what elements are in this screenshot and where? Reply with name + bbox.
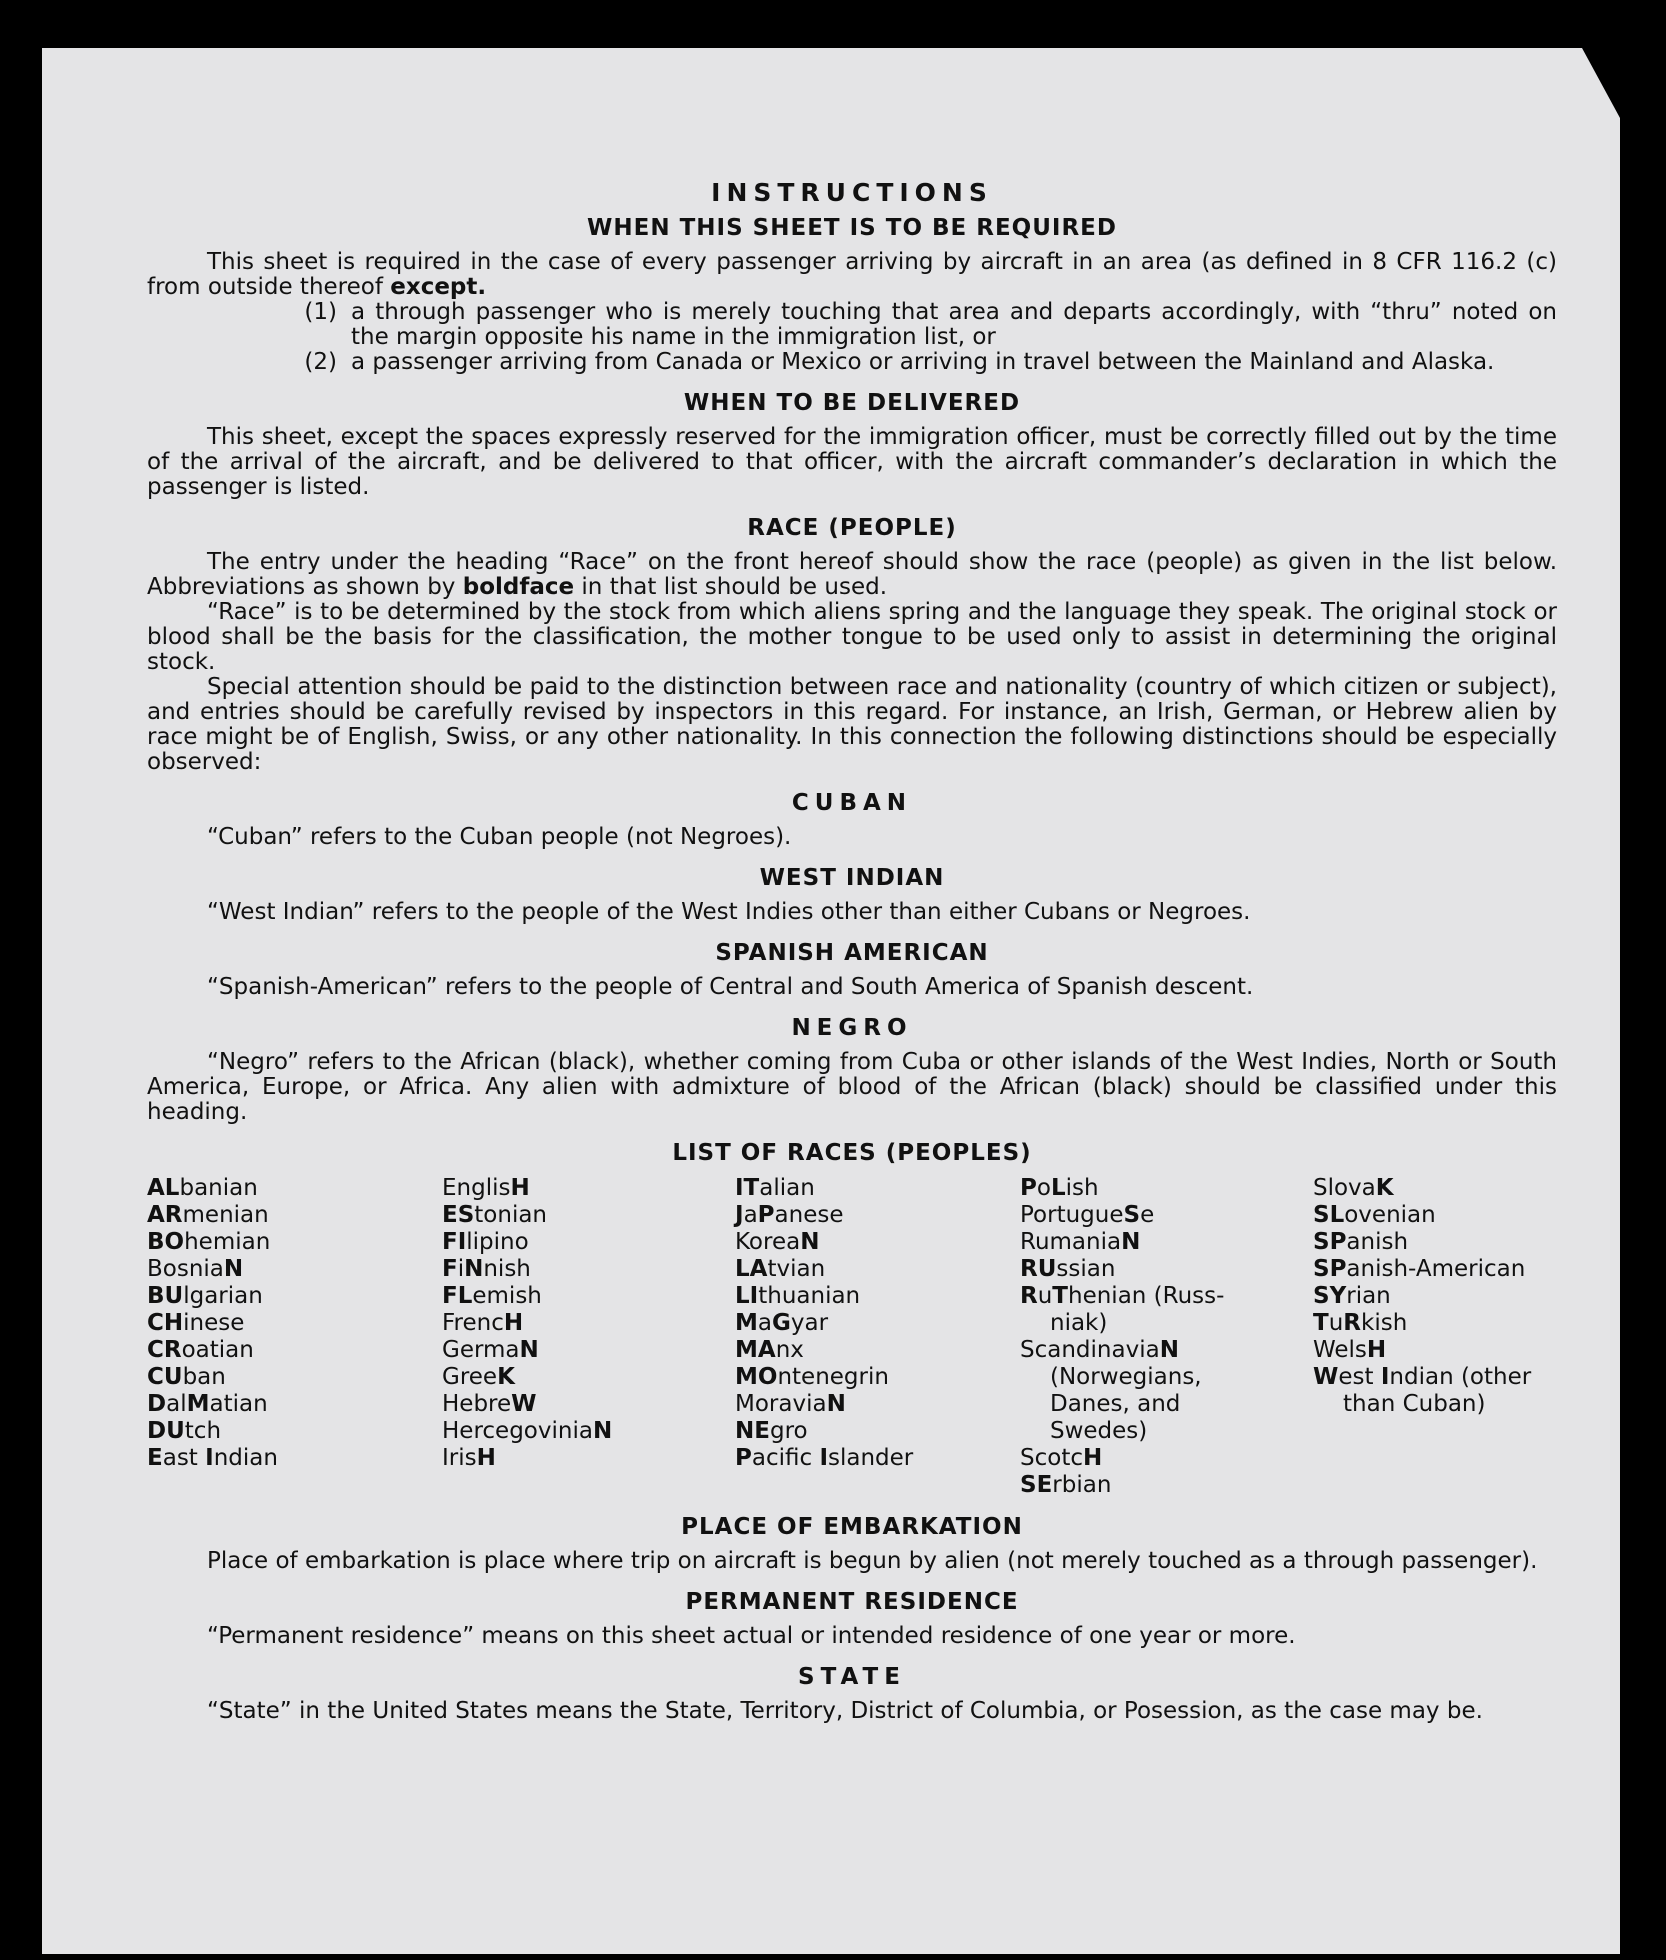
race-entry	[147, 1202, 442, 1229]
race-abbreviation: RU	[1020, 1256, 1057, 1282]
race-entry	[735, 1175, 1020, 1202]
race-entry	[147, 1445, 442, 1472]
race-abbreviation: SY	[1313, 1283, 1347, 1309]
race-text: oatian	[181, 1337, 254, 1363]
race-abbreviation: E	[147, 1445, 163, 1471]
race-entry	[1313, 1175, 1553, 1202]
race-text: yar	[790, 1310, 829, 1336]
heading-when-required: WHEN THIS SHEET IS TO BE REQUIRED	[587, 215, 1117, 241]
races-column-3	[735, 1175, 1020, 1499]
race-entry	[735, 1418, 1020, 1445]
race-abbreviation: N	[800, 1229, 820, 1255]
heading-spanish-american: SPANISH AMERICAN	[715, 940, 989, 966]
required-intro-bold: except.	[390, 274, 487, 300]
race-p1-b: in that list should be used.	[581, 574, 888, 600]
negro-text: “Negro” refers to the African (black), whether coming from Cuba or other islands of the West Indies, North or South America, Europe, or Africa. Any alien with admixture of blood of the African (black) should be classified under this heading.	[147, 1049, 1557, 1125]
race-paragraph-3: Special attention should be paid to the distinction between race and nationality (country of which citizen or subject), and entries should be carefully revised by inspectors in this regard. For instance, an Irish, German, or Hebrew alien by race might be of English, Swiss, or any other nationality. In this connection the following distinctions should be especially observed:	[147, 674, 1557, 775]
race-text: u	[1037, 1283, 1053, 1309]
race-entry	[735, 1445, 1020, 1472]
required-item-1	[147, 300, 1557, 350]
race-text: Scandinavia	[1020, 1337, 1160, 1363]
races-column-4	[1020, 1175, 1313, 1499]
race-text: Wels	[1313, 1337, 1367, 1363]
race-entry	[735, 1283, 1020, 1310]
race-text: Korea	[735, 1229, 801, 1255]
race-text: ntenegrin	[777, 1364, 889, 1390]
race-entry	[1020, 1364, 1313, 1391]
race-entry	[1313, 1229, 1553, 1256]
instructions-content	[147, 178, 1557, 1724]
race-text: Hebre	[442, 1391, 512, 1417]
race-text: banian	[179, 1175, 258, 1201]
race-p1-bold: boldface	[462, 574, 575, 600]
cuban-text: “Cuban” refers to the Cuban people (not Negroes).	[207, 824, 792, 850]
race-text: (Norwegians,	[1050, 1364, 1202, 1390]
race-abbreviation: I	[205, 1445, 214, 1471]
race-entry	[147, 1418, 442, 1445]
race-entry	[147, 1391, 442, 1418]
race-text: henian (Russ-	[1068, 1283, 1225, 1309]
race-text: a	[743, 1202, 758, 1228]
race-p1-a: The entry under the heading “Race” on the front hereof should show the race (people) as given in the list below. Abbreviations as shown by	[147, 549, 1557, 600]
race-abbreviation: CU	[147, 1364, 183, 1390]
race-abbreviation: CR	[147, 1337, 182, 1363]
race-abbreviation: LI	[735, 1283, 759, 1309]
race-text: i	[457, 1256, 465, 1282]
races-column-5	[1313, 1175, 1553, 1499]
race-entry	[1020, 1445, 1313, 1472]
race-text: lgarian	[183, 1283, 263, 1309]
race-text: Frenc	[442, 1310, 504, 1336]
race-abbreviation: G	[772, 1310, 791, 1336]
west-indian-text: “West Indian” refers to the people of the West Indies other than either Cubans or Negroes.	[207, 899, 1251, 925]
race-text: Englis	[442, 1175, 511, 1201]
race-abbreviation: IT	[735, 1175, 760, 1201]
race-text: ban	[182, 1364, 226, 1390]
race-entry	[1313, 1202, 1553, 1229]
race-text: niak)	[1050, 1310, 1108, 1336]
race-abbreviation: P	[735, 1445, 752, 1471]
race-text: Portugue	[1020, 1202, 1124, 1228]
race-entry	[1313, 1283, 1553, 1310]
race-text: hemian	[184, 1229, 271, 1255]
race-text: o	[1036, 1175, 1051, 1201]
race-abbreviation: H	[510, 1175, 530, 1201]
race-entry	[735, 1391, 1020, 1418]
race-abbreviation: AR	[147, 1202, 183, 1228]
race-entry	[1020, 1310, 1313, 1337]
race-text: ssian	[1056, 1256, 1116, 1282]
race-text: est	[1338, 1364, 1381, 1390]
heading-race: RACE (PEOPLE)	[747, 515, 957, 541]
race-abbreviation: N	[1121, 1229, 1141, 1255]
race-text: kish	[1361, 1310, 1408, 1336]
race-text: rbian	[1052, 1472, 1112, 1498]
race-entry	[1020, 1337, 1313, 1364]
race-text: Hercegovinia	[442, 1418, 593, 1444]
race-entry	[1313, 1337, 1553, 1364]
race-text: rian	[1346, 1283, 1391, 1309]
race-abbreviation: DU	[147, 1418, 185, 1444]
race-text: Iris	[442, 1445, 477, 1471]
race-abbreviation: K	[497, 1364, 515, 1390]
embarkation-text: Place of embarkation is place where trip on aircraft is begun by alien (not merely touched as a through passenger).	[207, 1548, 1538, 1574]
race-abbreviation: LA	[735, 1256, 768, 1282]
race-entry	[442, 1418, 735, 1445]
required-item-2	[147, 350, 1557, 375]
heading-cuban: CUBAN	[791, 790, 913, 816]
race-text: Rumania	[1020, 1229, 1122, 1255]
race-text: Swedes)	[1050, 1418, 1148, 1444]
heading-state: STATE	[798, 1664, 906, 1690]
race-text: e	[1140, 1202, 1155, 1228]
race-entry	[147, 1337, 442, 1364]
race-entry	[1020, 1256, 1313, 1283]
race-text: gro	[769, 1418, 808, 1444]
race-text: inese	[183, 1310, 245, 1336]
race-text: ast	[162, 1445, 206, 1471]
race-entry	[735, 1310, 1020, 1337]
race-text: Slova	[1313, 1175, 1376, 1201]
race-text: al	[166, 1391, 187, 1417]
race-entry	[442, 1364, 735, 1391]
race-text: menian	[182, 1202, 269, 1228]
race-entry	[147, 1364, 442, 1391]
race-text: Gree	[442, 1364, 498, 1390]
race-abbreviation: S	[1123, 1202, 1141, 1228]
race-entry	[147, 1175, 442, 1202]
race-entry	[147, 1310, 442, 1337]
race-entry	[1020, 1391, 1313, 1418]
race-text: u	[1328, 1310, 1344, 1336]
race-abbreviation: H	[1082, 1445, 1103, 1471]
race-abbreviation: N	[826, 1391, 846, 1417]
race-abbreviation: R	[1343, 1310, 1361, 1336]
race-entry	[442, 1175, 735, 1202]
required-intro-text: This sheet is required in the case of every passenger arriving by aircraft in an area (as defined in 8 CFR 116.2 (c) from outside thereof	[147, 249, 1557, 300]
race-text: a	[757, 1310, 772, 1336]
heading-list-of-races: LIST OF RACES (PEOPLES)	[672, 1140, 1032, 1166]
race-abbreviation: R	[1020, 1283, 1038, 1309]
race-abbreviation: ES	[442, 1202, 475, 1228]
race-text: nish	[483, 1256, 531, 1282]
race-abbreviation: NE	[735, 1418, 770, 1444]
race-abbreviation: I	[819, 1445, 828, 1471]
race-abbreviation: P	[1020, 1175, 1037, 1201]
required-intro	[147, 250, 1557, 300]
race-entry	[1313, 1391, 1553, 1418]
race-abbreviation: T	[1313, 1310, 1329, 1336]
race-entry	[442, 1391, 735, 1418]
race-text: tonian	[474, 1202, 548, 1228]
race-entry	[735, 1202, 1020, 1229]
race-text: Germa	[442, 1337, 520, 1363]
race-paragraph-2: “Race” is to be determined by the stock from which aliens spring and the language they speak. The original stock or blood shall be the basis for the classification, the mother tongue to be used only to assist in determining the original stock.	[147, 599, 1557, 675]
heading-when-delivered: WHEN TO BE DELIVERED	[683, 390, 1021, 416]
race-abbreviation: SP	[1313, 1256, 1347, 1282]
race-entry	[1020, 1472, 1313, 1499]
race-text: acific	[751, 1445, 820, 1471]
race-text: ndian	[213, 1445, 278, 1471]
race-abbreviation: AL	[147, 1175, 180, 1201]
race-text: anish	[1346, 1229, 1409, 1255]
race-abbreviation: SP	[1313, 1229, 1347, 1255]
heading-permanent-residence: PERMANENT RESIDENCE	[685, 1589, 1019, 1615]
race-abbreviation: SE	[1020, 1472, 1053, 1498]
race-abbreviation: T	[1052, 1283, 1068, 1309]
race-abbreviation: H	[503, 1310, 524, 1336]
race-abbreviation: W	[511, 1391, 537, 1417]
race-abbreviation: FL	[442, 1283, 473, 1309]
document-sheet	[42, 48, 1620, 1954]
race-entry	[1020, 1229, 1313, 1256]
race-entry	[442, 1283, 735, 1310]
race-abbreviation: BU	[147, 1283, 184, 1309]
race-abbreviation: F	[442, 1256, 458, 1282]
race-entry	[735, 1229, 1020, 1256]
race-abbreviation: FI	[442, 1229, 467, 1255]
race-entry	[442, 1229, 735, 1256]
race-abbreviation: SL	[1313, 1202, 1345, 1228]
race-entry	[1020, 1418, 1313, 1445]
race-abbreviation: H	[1366, 1337, 1387, 1363]
race-text: ish	[1065, 1175, 1099, 1201]
race-text: ovenian	[1344, 1202, 1436, 1228]
race-entry	[1313, 1256, 1553, 1283]
race-entry	[442, 1310, 735, 1337]
race-abbreviation: N	[519, 1337, 539, 1363]
race-abbreviation: N	[1159, 1337, 1179, 1363]
race-text: tvian	[767, 1256, 826, 1282]
race-entry	[735, 1256, 1020, 1283]
races-column-1	[147, 1175, 442, 1499]
race-text: than Cuban)	[1343, 1391, 1486, 1417]
race-abbreviation: MA	[735, 1337, 776, 1363]
races-column-2	[442, 1175, 735, 1499]
race-entry	[147, 1256, 442, 1283]
race-abbreviation: J	[735, 1202, 744, 1228]
document-title: INSTRUCTIONS	[711, 178, 993, 207]
race-text: slander	[828, 1445, 914, 1471]
race-abbreviation: M	[735, 1310, 758, 1336]
race-abbreviation: H	[476, 1445, 496, 1471]
item-number: (1)	[304, 299, 337, 325]
race-entry	[1020, 1202, 1313, 1229]
race-abbreviation: MO	[735, 1364, 778, 1390]
race-entry	[735, 1337, 1020, 1364]
race-entry	[147, 1283, 442, 1310]
item-text: a through passenger who is merely touching that area and departs accordingly, with “thru” noted on the margin opposite his name in the immigration list, or	[351, 299, 1557, 350]
races-list	[147, 1175, 1557, 1499]
heading-negro: NEGRO	[791, 1015, 913, 1041]
race-entry	[442, 1202, 735, 1229]
race-abbreviation: N	[592, 1418, 613, 1444]
race-text: anish-American	[1346, 1256, 1526, 1282]
race-abbreviation: L	[1050, 1175, 1066, 1201]
race-abbreviation: N	[223, 1256, 244, 1282]
race-abbreviation: I	[1380, 1364, 1390, 1390]
race-entry	[1020, 1175, 1313, 1202]
race-entry	[442, 1337, 735, 1364]
race-abbreviation: D	[147, 1391, 167, 1417]
heading-place-of-embarkation: PLACE OF EMBARKATION	[681, 1514, 1023, 1540]
race-entry	[442, 1445, 735, 1472]
race-abbreviation: BO	[147, 1229, 185, 1255]
spanish-american-text: “Spanish-American” refers to the people of Central and South America of Spanish descent.	[207, 974, 1254, 1000]
race-entry	[735, 1364, 1020, 1391]
item-number: (2)	[304, 349, 337, 375]
race-text: nx	[775, 1337, 804, 1363]
race-entry	[1020, 1283, 1313, 1310]
race-text: alian	[759, 1175, 815, 1201]
delivered-text: This sheet, except the spaces expressly reserved for the immigration officer, must be correctly filled out by the time of the arrival of the aircraft, and be delivered to that officer, with the aircraft commander’s declaration in which the passenger is listed.	[147, 424, 1557, 500]
race-entry	[1313, 1310, 1553, 1337]
race-text: Moravia	[735, 1391, 827, 1417]
race-entry	[442, 1256, 735, 1283]
race-entry	[1313, 1364, 1553, 1391]
race-text: atian	[209, 1391, 268, 1417]
race-abbreviation: W	[1313, 1364, 1339, 1390]
race-text: Bosnia	[147, 1256, 224, 1282]
race-text: thuanian	[758, 1283, 861, 1309]
race-text: ndian (other	[1389, 1364, 1532, 1390]
race-abbreviation: CH	[147, 1310, 184, 1336]
torn-corner	[1582, 48, 1620, 118]
race-abbreviation: K	[1375, 1175, 1394, 1201]
residence-text: “Permanent residence” means on this sheet actual or intended residence of one year or more.	[207, 1623, 1296, 1649]
race-text: Scotc	[1020, 1445, 1083, 1471]
race-text: emish	[472, 1283, 542, 1309]
race-text: Danes, and	[1050, 1391, 1181, 1417]
race-abbreviation: N	[464, 1256, 484, 1282]
race-text: anese	[774, 1202, 844, 1228]
race-paragraph-1	[147, 550, 1557, 600]
race-text: lipino	[466, 1229, 529, 1255]
race-text: tch	[184, 1418, 222, 1444]
state-text: “State” in the United States means the State, Territory, District of Columbia, or Posession, as the case may be.	[207, 1698, 1483, 1724]
race-abbreviation: M	[186, 1391, 210, 1417]
race-entry	[147, 1229, 442, 1256]
race-abbreviation: P	[757, 1202, 775, 1228]
item-text: a passenger arriving from Canada or Mexico or arriving in travel between the Mainland and Alaska.	[351, 349, 1495, 375]
heading-west-indian: WEST INDIAN	[759, 865, 945, 891]
